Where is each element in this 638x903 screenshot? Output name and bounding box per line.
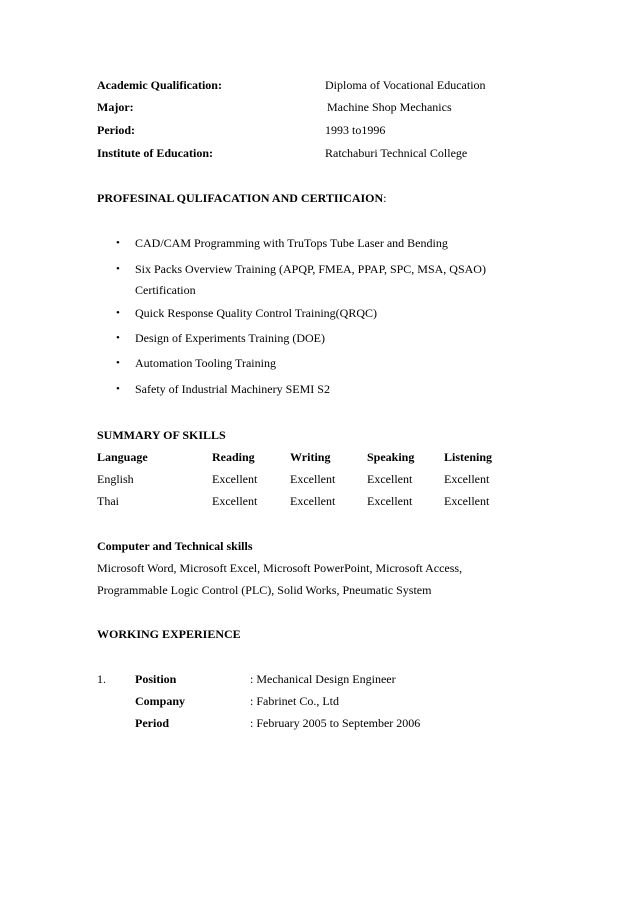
skills-column-header: Reading: [212, 450, 255, 464]
certification-item: Quick Response Quality Control Training(QRQC): [135, 306, 377, 320]
skills-column-header: Language: [97, 450, 148, 464]
period-value: 1993 to1996: [325, 123, 386, 137]
skills-cell: Excellent: [367, 494, 413, 508]
certification-heading: [97, 191, 387, 205]
experience-heading: WORKING EXPERIENCE: [97, 627, 241, 641]
bullet-icon: •: [116, 332, 120, 344]
period-label: Period:: [97, 123, 135, 137]
bullet-icon: •: [116, 263, 120, 275]
bullet-icon: •: [116, 357, 120, 369]
academic-qualification-label: Academic Qualification:: [97, 78, 222, 92]
experience-number: 1.: [97, 672, 106, 686]
skills-cell: Excellent: [212, 472, 258, 486]
computer-skills-line: Programmable Logic Control (PLC), Solid Works, Pneumatic System: [97, 583, 432, 597]
certification-heading-colon: :: [383, 191, 387, 205]
skills-column-header: Writing: [290, 450, 331, 464]
certification-item: Design of Experiments Training (DOE): [135, 331, 325, 345]
company-label: Company: [135, 694, 186, 708]
skills-cell: Excellent: [290, 472, 336, 486]
skills-cell: Excellent: [367, 472, 413, 486]
academic-qualification-value: Diploma of Vocational Education: [325, 78, 486, 92]
computer-skills-line: Microsoft Word, Microsoft Excel, Microsoft PowerPoint, Microsoft Access,: [97, 561, 463, 575]
company-value: : Fabrinet Co., Ltd: [250, 694, 339, 708]
skills-cell: Excellent: [212, 494, 258, 508]
skills-column-header: Listening: [444, 450, 493, 464]
certification-item: Automation Tooling Training: [135, 356, 276, 370]
institute-label: Institute of Education:: [97, 146, 214, 160]
skills-cell: English: [97, 472, 134, 486]
certification-item-continuation: Certification: [135, 283, 196, 297]
skills-cell: Thai: [97, 494, 119, 508]
certification-item: Six Packs Overview Training (APQP, FMEA, PPAP, SPC, MSA, QSAO): [135, 262, 486, 276]
bullet-icon: •: [116, 307, 120, 319]
skills-heading: SUMMARY OF SKILLS: [97, 428, 226, 442]
bullet-icon: •: [116, 383, 120, 395]
computer-skills-heading: Computer and Technical skills: [97, 539, 253, 553]
bullet-icon: •: [116, 237, 120, 249]
major-value: Machine Shop Mechanics: [327, 100, 452, 114]
skills-cell: Excellent: [290, 494, 336, 508]
skills-column-header: Speaking: [367, 450, 415, 464]
skills-cell: Excellent: [444, 472, 490, 486]
certification-heading-text: PROFESINAL QULIFACATION AND CERTIICAION: [97, 191, 384, 205]
certification-item: CAD/CAM Programming with TruTops Tube Laser and Bending: [135, 236, 448, 250]
experience-period-value: : February 2005 to September 2006: [250, 716, 421, 730]
experience-period-label: Period: [135, 716, 169, 730]
position-value: : Mechanical Design Engineer: [250, 672, 396, 686]
certification-item: Safety of Industrial Machinery SEMI S2: [135, 382, 330, 396]
position-label: Position: [135, 672, 177, 686]
skills-cell: Excellent: [444, 494, 490, 508]
institute-value: Ratchaburi Technical College: [325, 146, 468, 160]
major-label: Major:: [97, 100, 134, 114]
